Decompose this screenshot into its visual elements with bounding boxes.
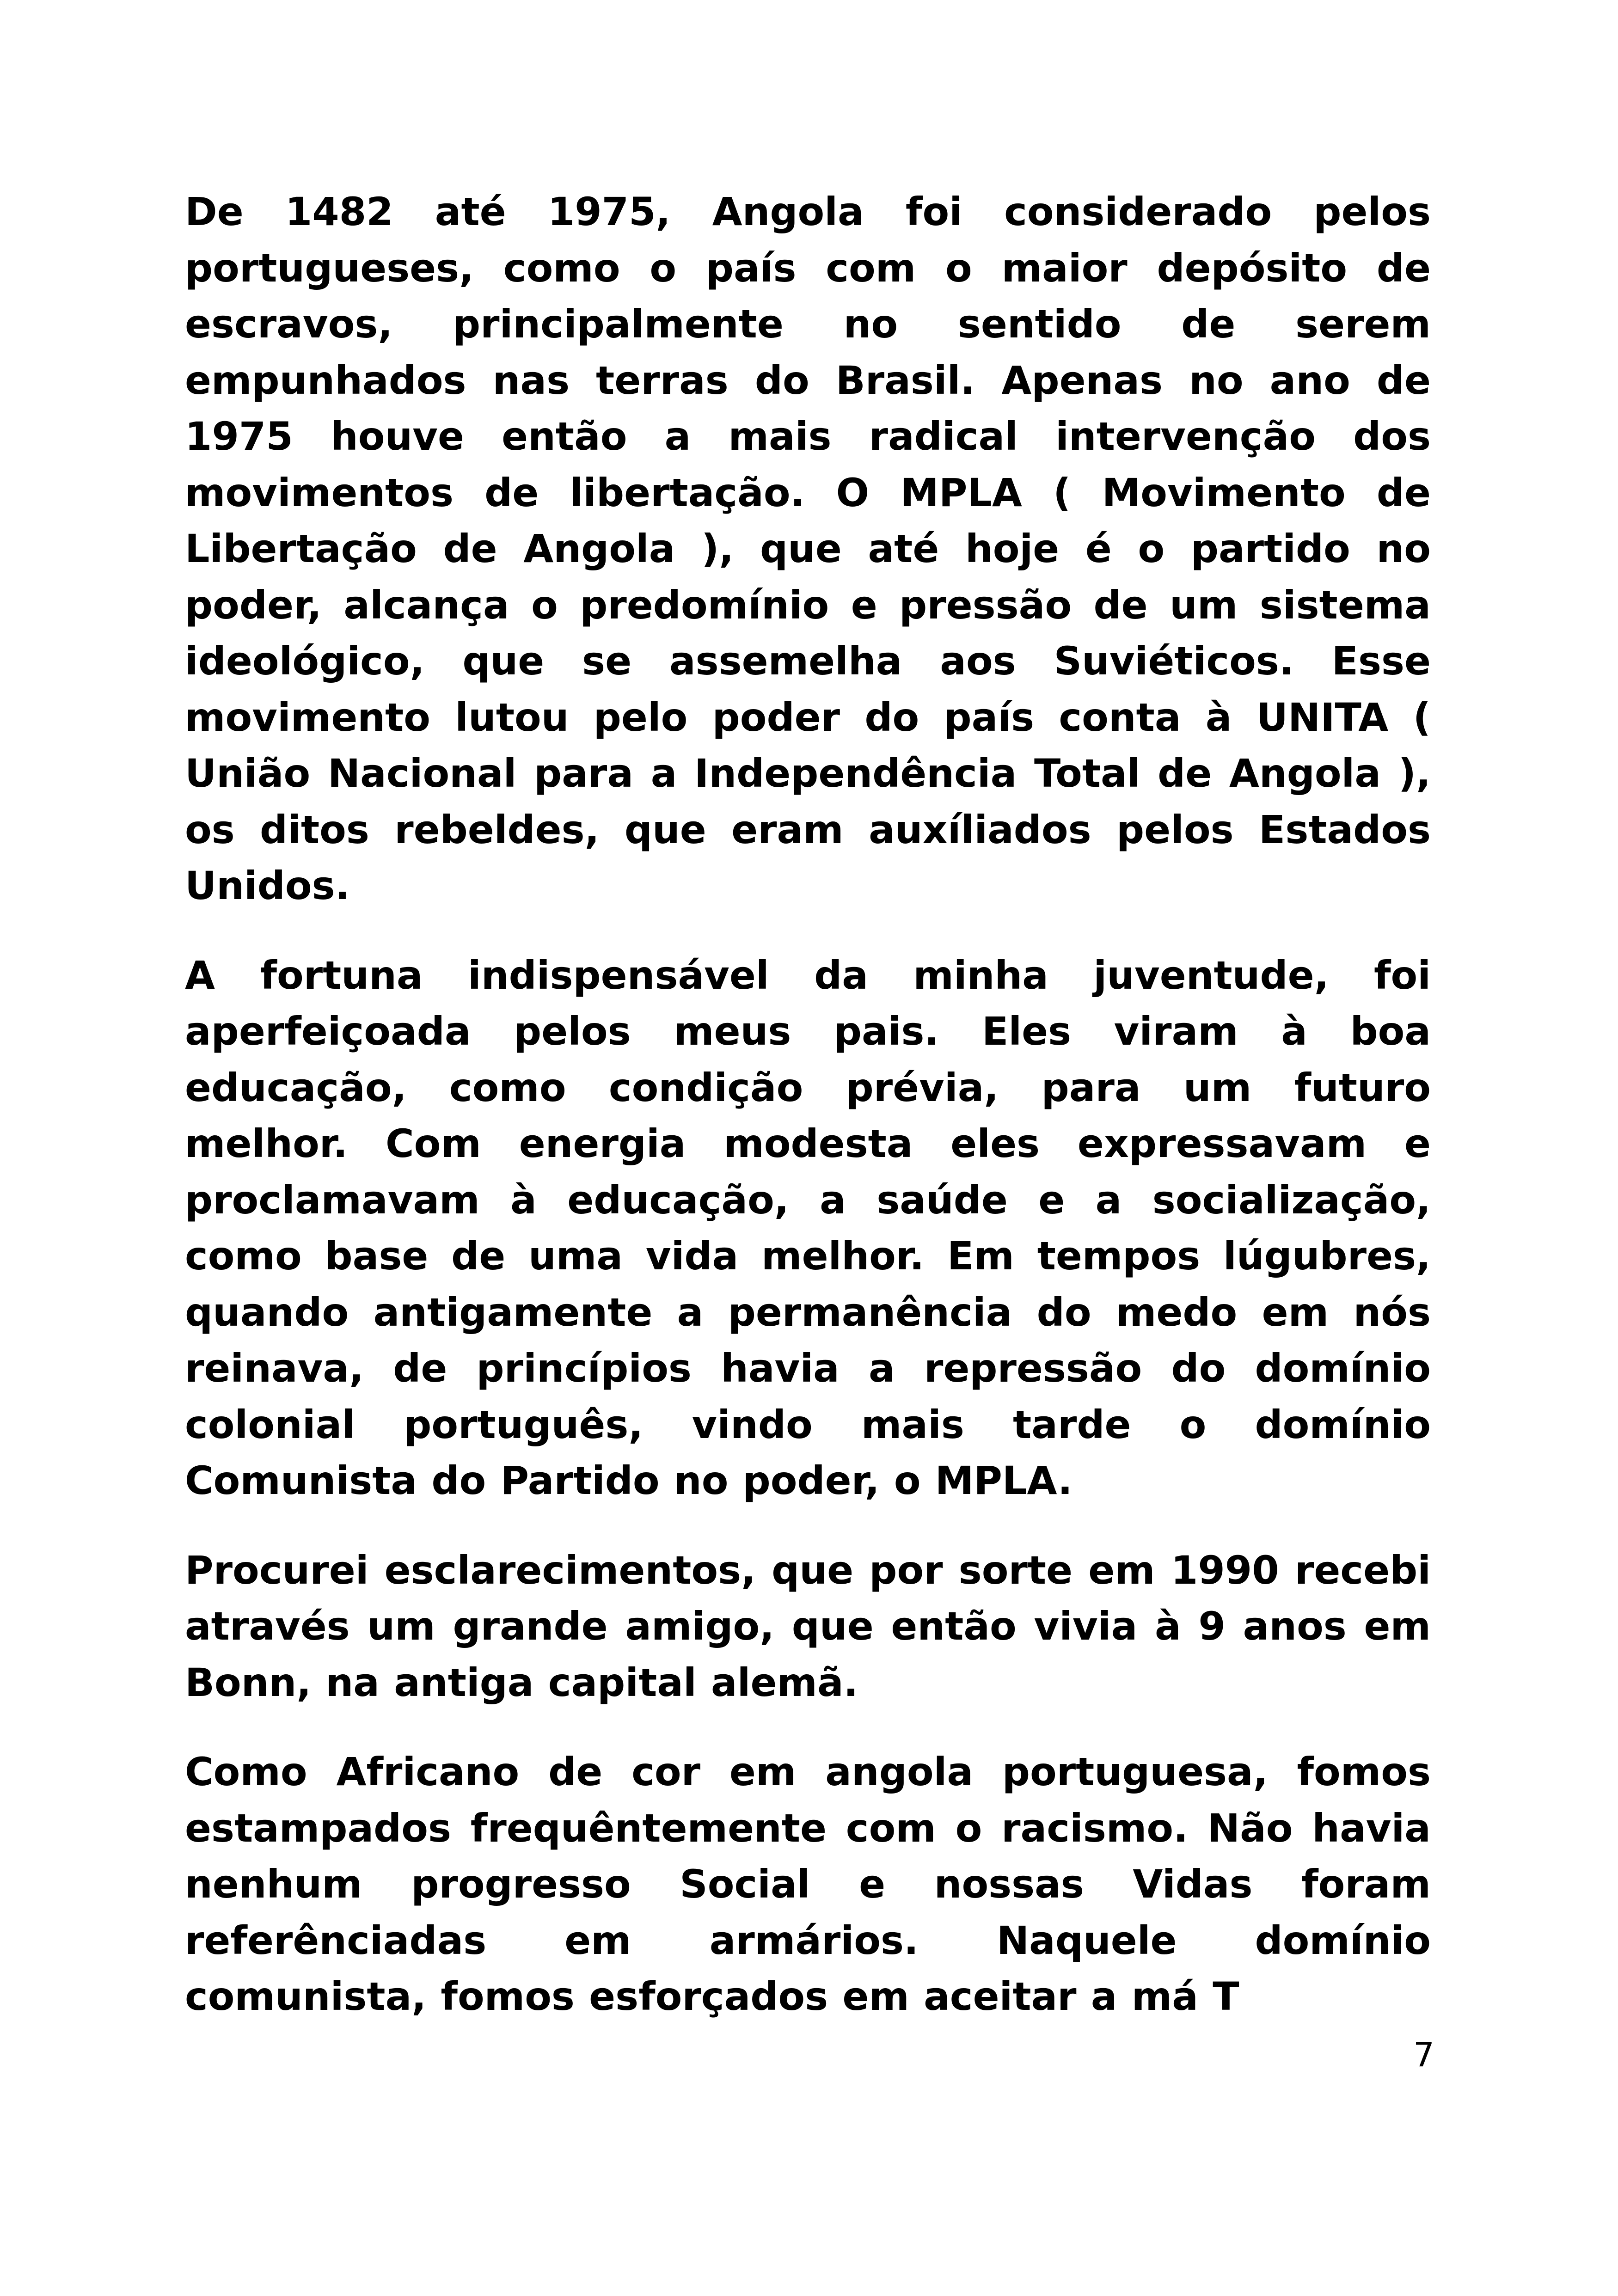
page-body: [185, 184, 1431, 2025]
paragraph-4: Como Africano de cor em angola portuguesa, fomos estampados frequêntemente com o racismo. Não havia nenhum progresso Social e nossas Vidas foram referênciadas em armários. Naquele domínio comunista, fomos esforçados em aceitar a má T: [185, 1749, 1431, 2019]
page-number: 7: [1413, 2035, 1434, 2074]
paragraph-3: Procurei esclarecimentos, que por sorte em 1990 recebi através um grande amigo, que então vivia à 9 anos em Bonn, na antiga capital alemã.: [185, 1547, 1431, 1705]
paragraph-1: De 1482 até 1975, Angola foi considerado pelos portugueses, como o país com o maior depósito de escravos, principalmente no sentido de serem empunhados nas terras do Brasil. Apenas no ano de 1975 houve então a mais radical intervenção dos movimentos de libertação. O MPLA ( Movimento de Libertação de Angola ), que até hoje é o partido no poder, alcança o predomínio e pressão de um sistema ideológico, que se assemelha aos Suviéticos. Esse movimento lutou pelo poder do país conta à UNITA ( União Nacional para a Independência Total de Angola ), os ditos rebeldes, que eram auxíliados pelos Estados Unidos.: [185, 189, 1431, 908]
paragraph-2: A fortuna indispensável da minha juventude, foi aperfeiçoada pelos meus pais. Eles viram à boa educação, como condição prévia, para um futuro melhor. Com energia modesta eles expressavam e proclamavam à educação, a saúde e a socialização, como base de uma vida melhor. Em tempos lúgubres, quando antigamente a permanência do medo em nós reinava, de princípios havia a repressão do domínio colonial português, vindo mais tarde o domínio Comunista do Partido no poder, o MPLA.: [185, 952, 1431, 1503]
